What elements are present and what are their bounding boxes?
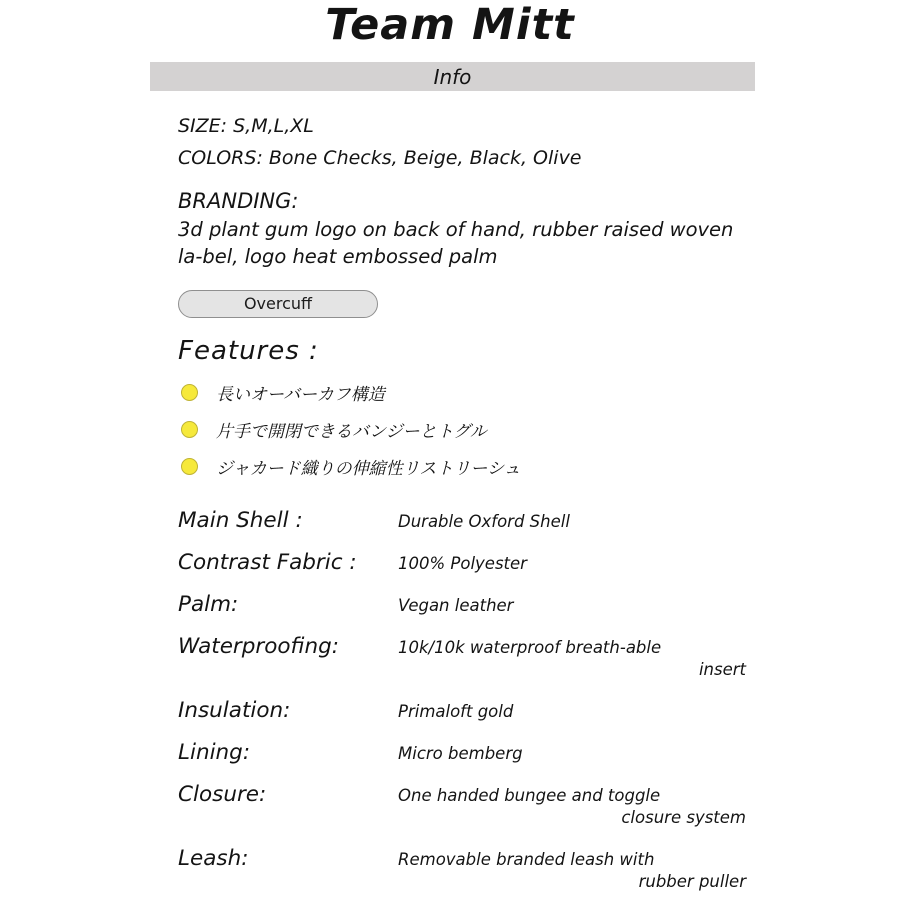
spec-row-leash <box>178 846 755 893</box>
spec-label: Closure: <box>178 782 267 807</box>
branding-line-1: 3d plant gum logo on back of hand, rubber raised woven <box>178 218 734 241</box>
spec-label: Contrast Fabric : <box>178 550 357 575</box>
spec-value <box>398 508 746 533</box>
colors-line: COLORS: Bone Checks, Beige, Black, Olive <box>178 147 582 169</box>
spec-row-lining <box>178 740 755 765</box>
spec-value-line2: rubber puller <box>638 872 746 891</box>
feature-item <box>178 417 755 441</box>
spec-label: Waterproofing: <box>178 634 339 659</box>
size-line: SIZE: S,M,L,XL <box>178 115 314 137</box>
spec-value-line1: One handed bungee and toggle <box>398 786 661 805</box>
spec-label: Palm: <box>178 592 239 617</box>
branding-label: BRANDING: <box>178 189 299 213</box>
bullet-circle-icon <box>181 458 198 475</box>
spec-value-line1: 100% Polyester <box>398 554 527 573</box>
spec-label: Insulation: <box>178 698 291 723</box>
feature-item <box>178 454 755 478</box>
spec-label: Main Shell : <box>178 508 303 533</box>
spec-value-line1: Durable Oxford Shell <box>398 512 570 531</box>
spec-value <box>398 592 746 617</box>
features-list <box>178 380 755 478</box>
overcuff-button[interactable]: Overcuff <box>178 290 378 318</box>
spec-value <box>398 846 746 893</box>
feature-item <box>178 380 755 404</box>
branding-line-2: la-bel, logo heat embossed palm <box>178 245 498 268</box>
spec-value <box>398 698 746 723</box>
spec-value-line2: insert <box>698 660 746 679</box>
features-heading: Features : <box>178 336 319 366</box>
spec-value-line1: 10k/10k waterproof breath-able <box>398 638 662 657</box>
spec-value-line2: closure system <box>621 808 746 827</box>
feature-text: 片手で開閉できるバンジーとトグル <box>216 421 487 442</box>
feature-text: 長いオーバーカフ構造 <box>216 384 385 405</box>
bullet-circle-icon <box>181 384 198 401</box>
content-area <box>178 108 755 900</box>
spec-value-line1: Primaloft gold <box>398 702 514 721</box>
spec-table <box>178 508 755 893</box>
spec-value <box>398 782 746 829</box>
spec-row-contrast-fabric <box>178 550 755 575</box>
spec-label: Leash: <box>178 846 249 871</box>
spec-row-main-shell <box>178 508 755 533</box>
spec-row-palm <box>178 592 755 617</box>
info-section-header <box>150 62 755 91</box>
spec-value-line1: Micro bemberg <box>398 744 523 763</box>
spec-value <box>398 634 746 681</box>
spec-row-waterproofing <box>178 634 755 681</box>
spec-row-insulation <box>178 698 755 723</box>
spec-row-closure <box>178 782 755 829</box>
spec-value-line1: Removable branded leash with <box>398 850 655 869</box>
info-section-label: Info <box>433 64 472 89</box>
spec-label: Lining: <box>178 740 251 765</box>
spec-value <box>398 740 746 765</box>
bullet-circle-icon <box>181 421 198 438</box>
feature-text: ジャカード織りの伸縮性リストリーシュ <box>216 458 521 479</box>
page-title: Team Mitt <box>325 0 575 50</box>
spec-value <box>398 550 746 575</box>
spec-value-line1: Vegan leather <box>398 596 514 615</box>
